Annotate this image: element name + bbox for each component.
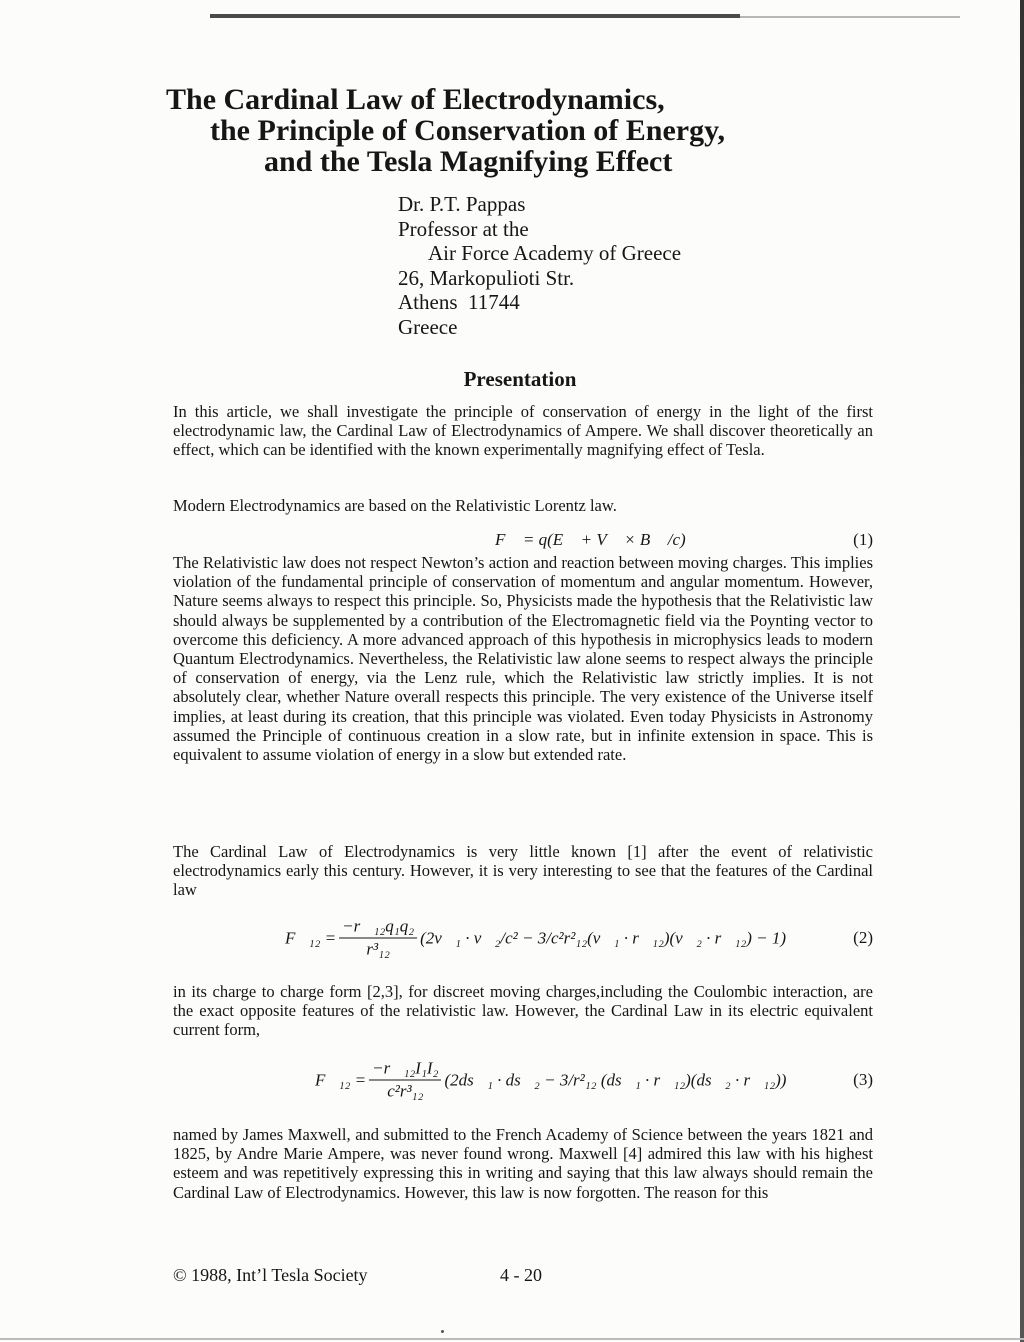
equation-lhs: F⃗₁₂ = <box>285 928 337 947</box>
paper-title <box>166 84 866 177</box>
equation-rhs: (2v⃗₁ · v⃗₂/c² − 3/c²r²₁₂(v⃗₁ · r⃗₁₂)(v⃗₂ · r⃗₁₂) − 1) <box>420 928 787 947</box>
equation-lhs: F⃗₁₂ = <box>315 1070 367 1089</box>
scan-edge-mark <box>210 14 740 18</box>
paragraph: Modern Electrodynamics are based on the Relativistic Lorentz law. <box>173 496 617 515</box>
title-line-2: the Principle of Conservation of Energy, <box>210 114 725 147</box>
author-position: Professor at the <box>398 216 529 241</box>
author-institution: Air Force Academy of Greece <box>428 241 682 265</box>
equation-fraction <box>369 1059 441 1102</box>
equation-number: (1) <box>853 530 873 549</box>
author-name: Dr. P.T. Pappas <box>398 192 526 216</box>
paragraph: In this article, we shall investigate the principle of conservation of energy in the light of the first electrodynamic law, the Cardinal Law of Electrodynamics of Ampere. We shall discover theoretically an effect, which can be identified with the known experimentally magnifying effect of Tesla. <box>173 402 873 460</box>
equation-body <box>315 1059 786 1102</box>
equation-body <box>285 917 786 960</box>
title-line-1: The Cardinal Law of Electrodynamics, <box>166 83 665 116</box>
equation-2 <box>173 916 873 960</box>
equation-body: F⃗ = q(E⃗ + V⃗ × B⃗ /c) <box>495 530 686 549</box>
fraction-denominator: c²r³₁₂ <box>387 1081 424 1101</box>
author-country: Greece <box>398 314 458 339</box>
equation-fraction <box>339 917 417 960</box>
paragraph: named by James Maxwell, and submitted to the French Academy of Science between the years 1821 and 1825, by Andre Marie Ampere, was never found wrong. Maxwell [4] admired this law with his highest esteem and was repetitively expressing this in writing and saying that this law always should remain the Cardinal Law of Electrodynamics. However, this law is now forgotten. The reason for this <box>173 1125 873 1202</box>
paragraph: The Relativistic law does not respect Newton’s action and reaction between moving charges. This implies violation of the fundamental principle of conservation of momentum and angular momentum. However, Nature seems always to respect this principle. So, Physicists made the hypothesis that the Relativistic law should always be supplemented by a contribution of the Electromagnetic field via the Poynting vector to overcome this deficiency. A more advanced approach of this hypothesis in microphysics leads to modern Quantum Electrodynamics. Nevertheless, the Relativistic law alone seems to respect always the principle of conservation of energy, via the Lenz rule, which the Relativistic law strictly implies. It is not absolutely clear, whether Nature overall respects this principle. The very existence of the Universe itself implies, at least during its creation, that this principle was violated. Even today Physicists in Astronomy assumed the Principle of continuous creation in a slow rate, but in infinite extension in space. This is equivalent to assume violation of energy in a slow but extended rate. <box>173 553 873 765</box>
author-street: 26, Markopulioti Str. <box>398 265 575 290</box>
author-block <box>398 192 681 339</box>
paragraph: The Cardinal Law of Electrodynamics is very little known [1] after the event of relativistic electrodynamics early this century. However, it is very interesting to see that the features of the Cardinal law <box>173 842 873 900</box>
equation-number: (3) <box>853 1070 873 1089</box>
fraction-numerator: −r⃗₁₂q₁q₂ <box>339 917 417 939</box>
scan-speck <box>441 1330 444 1333</box>
scan-edge-mark <box>1020 0 1024 1342</box>
footer-page-number: 4 - 20 <box>500 1265 542 1285</box>
footer-copyright: © 1988, Int’l Tesla Society <box>173 1265 368 1285</box>
equation-rhs: (2ds⃗₁ · ds⃗₂ − 3/r²₁₂ (ds⃗₁ · r⃗₁₂)(ds⃗₂ · r⃗₁₂)) <box>444 1070 787 1089</box>
equation-3 <box>173 1058 873 1102</box>
section-heading: Presentation <box>463 367 577 391</box>
fraction-numerator: −r⃗₁₂I₁I₂ <box>369 1059 441 1081</box>
scan-edge-mark <box>0 1338 1024 1340</box>
scan-edge-mark <box>740 16 960 18</box>
equation-number: (2) <box>853 928 873 947</box>
author-city: Athens 11744 <box>398 290 520 314</box>
paragraph: in its charge to charge form [2,3], for discreet moving charges,including the Coulombic interaction, are the exact opposite features of the relativistic law. However, the Cardinal Law in its electric equivalent current form, <box>173 982 873 1040</box>
title-line-3: and the Tesla Magnifying Effect <box>264 145 673 178</box>
fraction-denominator: r³₁₂ <box>366 939 390 959</box>
